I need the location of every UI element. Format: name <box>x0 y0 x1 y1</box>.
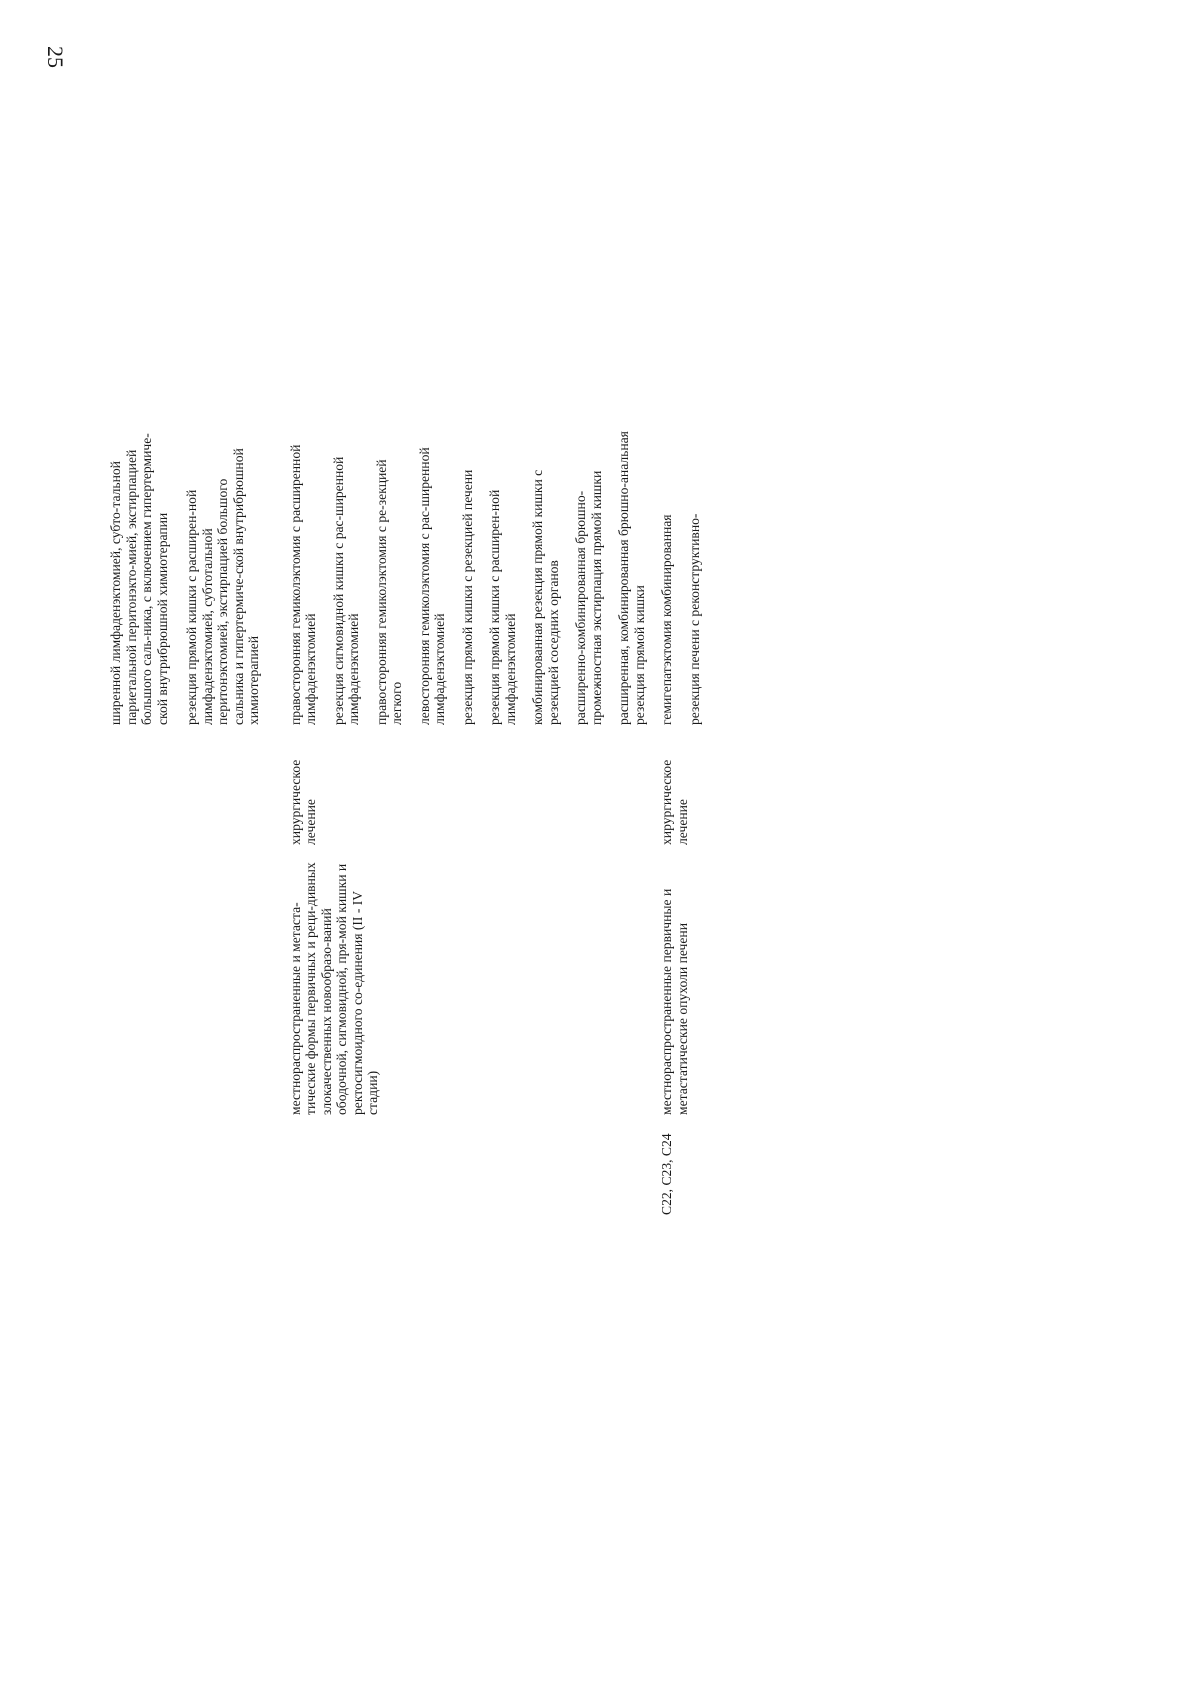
method-item: резекция печени с реконструктивно- <box>686 513 702 725</box>
methods-cell <box>288 425 648 725</box>
method-item: резекция сигмовидной кишки с рас-ширенной лимфаденэктомией <box>330 456 361 725</box>
treatment-type-cell: хирургическое лечение <box>287 759 318 845</box>
table-row <box>108 205 276 1215</box>
methods-cell <box>659 425 702 725</box>
method-item: расширенная, комбинированная брюшно-анальная резекция прямой кишки <box>616 431 647 725</box>
method-item: левосторонняя гемиколэктомия с рас-ширенной лимфаденэктомией <box>416 447 447 725</box>
method-item: правосторонняя гемиколэктомия с ре-зекцией легкого <box>373 459 404 725</box>
method-item: резекция прямой кишки с резекцией печени <box>459 469 475 725</box>
method-item: комбинированная резекция прямой кишки с резекцией соседних органов <box>530 469 561 725</box>
table-row <box>659 205 702 1215</box>
method-item: резекция прямой кишки с расширен-ной лимфаденэктомией, субтотальной перитонэктомией, экстирпацией большого сальника и гипертермиче-ской внутрибрюшной химиотерапией <box>184 448 261 725</box>
rotated-table <box>108 205 1118 1215</box>
icd-code-cell: C22, C23, C24 <box>659 1133 674 1215</box>
method-item: правосторонняя гемиколэктомия с расширенной лимфаденэктомией <box>287 444 318 725</box>
method-item: ширенной лимфаденэктомией, субто-тальной париетальной перитонэкто-мией, экстирпацией большого саль-ника, с включением гипертермиче-ской внутрибрюшной химиотерапии <box>108 433 170 725</box>
diagnosis-cell: местнораспространенные первичные и метастатические опухоли печени <box>659 888 690 1115</box>
diagnosis-cell: местнораспространенные и метаста-тические формы первичных и реци-дивных злокачественных новообразо-ваний ободочной, сигмовидной, пря-мой кишки и ректосигмоидного со-единения (II - IV стадии) <box>287 862 380 1115</box>
methods-cell <box>108 425 276 725</box>
treatment-type-cell: хирургическое лечение <box>659 759 690 845</box>
method-item: гемигепатэктомия комбинированная <box>659 514 674 725</box>
method-item: резекция прямой кишки с расширен-ной лимфаденэктомией <box>487 489 518 725</box>
page-number: 25 <box>43 46 68 68</box>
method-item: расширенно-комбинированная брюшно-промежностная экстирпация прямой кишки <box>573 470 604 725</box>
table-row <box>288 205 648 1215</box>
